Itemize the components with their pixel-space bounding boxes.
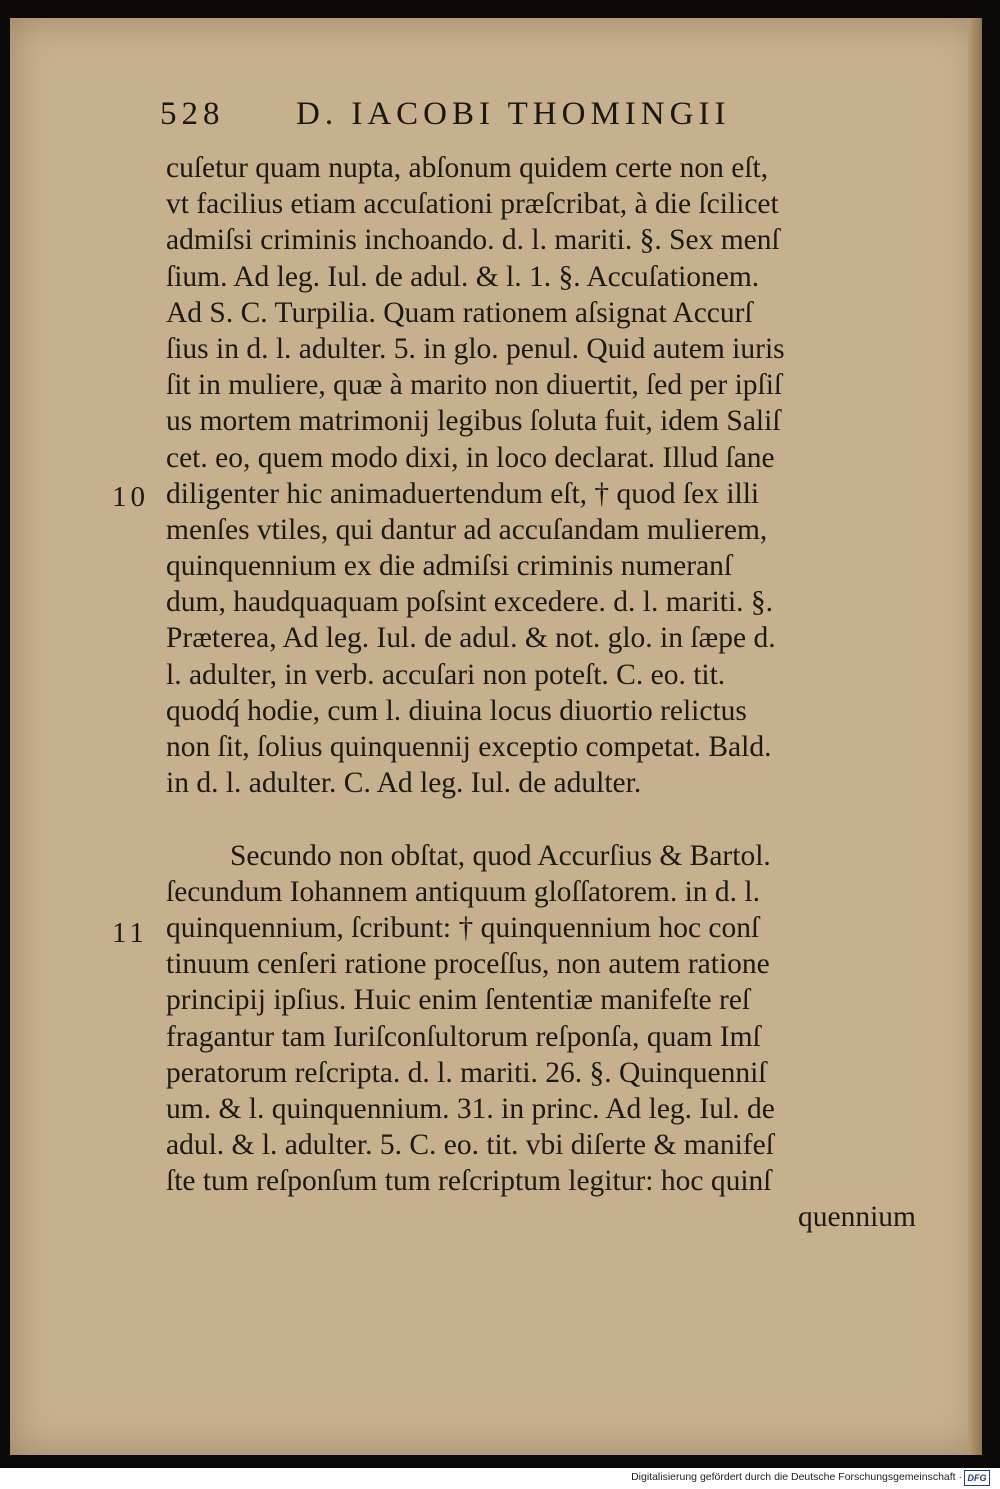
running-head <box>160 96 840 140</box>
text-line: ſium. Ad leg. Iul. de adul. & l. 1. §. Accuſationem. <box>166 260 760 293</box>
text-line: cuſetur quam nupta, abſonum quidem certe non eſt, <box>166 152 769 184</box>
text-line: Præterea, Ad leg. Iul. de adul. & not. glo. in ſæpe d. <box>166 622 776 655</box>
text-line: menſes vtiles, qui dantur ad accuſandam mulierem, <box>166 513 768 546</box>
text-line: cet. eo, quem modo dixi, in loco declarat. Illud ſane <box>166 441 775 474</box>
text-line: admiſsi criminis inchoando. d. l. mariti. §. Sex menſ <box>166 224 780 257</box>
paragraph-gap <box>166 801 916 837</box>
text-line: fragantur tam Iuriſconſultorum reſponſa, quam Imſ <box>166 1020 761 1053</box>
text-line: vt facilius etiam accuſationi præſcribat, à die ſcilicet <box>166 188 779 221</box>
text-line: Secundo non obſtat, quod Accurſius & Bartol. <box>230 839 771 872</box>
margin-number-10: 10 <box>112 481 149 513</box>
header-title: D. IACOBI THOMINGII <box>296 96 731 132</box>
text-line: in d. l. adulter. C. Ad leg. Iul. de adulter. <box>166 767 642 800</box>
body-text <box>166 150 916 1236</box>
margin-number-11: 11 <box>112 917 148 949</box>
text-line: ſius in d. l. adulter. 5. in glo. penul. Quid autem iuris <box>166 332 785 365</box>
text-line: peratorum reſcripta. d. l. mariti. 26. §. Quinquenniſ <box>166 1056 767 1089</box>
text-line: ſte tum reſponſum tum reſcriptum legitur: hoc quinſ <box>166 1165 772 1198</box>
text-line: um. & l. quinquennium. 31. in princ. Ad leg. Iul. de <box>166 1092 775 1125</box>
text-line: us mortem matrimonij legibus ſoluta fuit, idem Saliſ <box>166 405 781 438</box>
funding-credit: Digitalisierung gefördert durch die Deutsche Forschungsgemeinschaft · <box>631 1471 962 1483</box>
text-line: l. adulter, in verb. accuſari non poteſt. C. eo. tit. <box>166 658 726 691</box>
text-line: Ad S. C. Turpilia. Quam rationem aſsignat Accurſ <box>166 296 753 329</box>
text-line: dum, haudquaquam poſsint excedere. d. l. mariti. §. <box>166 586 774 619</box>
page-edge <box>968 18 982 1455</box>
text-line: quodq́ hodie, cum l. diuina locus diuortio relictus <box>166 694 747 727</box>
catchword: quennium <box>798 1201 916 1234</box>
text-line: principij ipſius. Huic enim ſententiæ manifeſte reſ <box>166 984 751 1017</box>
text-line: diligenter hic animaduertendum eſt, † quod ſex illi <box>166 477 760 510</box>
text-line: quinquennium ex die admiſsi criminis numeranſ <box>166 550 733 583</box>
footer-bar <box>0 1468 1000 1489</box>
text-line: tinuum cenſeri ratione proceſſus, non autem ratione <box>166 948 770 981</box>
text-line: ſit in muliere, quæ à marito non diuertit, ſed per ipſiſ <box>166 369 783 402</box>
text-line: non ſit, ſolius quinquennij exceptio competat. Bald. <box>166 731 772 763</box>
dfg-logo-icon: DFG <box>964 1470 990 1486</box>
page-number: 528 <box>160 96 225 132</box>
text-line: adul. & l. adulter. 5. C. eo. tit. vbi diſerte & manifeſ <box>166 1129 774 1162</box>
text-line: ſecundum Iohannem antiquum gloſſatorem. in d. l. <box>166 875 760 908</box>
text-line: quinquennium, ſcribunt: † quinquennium hoc conſ <box>166 911 760 944</box>
